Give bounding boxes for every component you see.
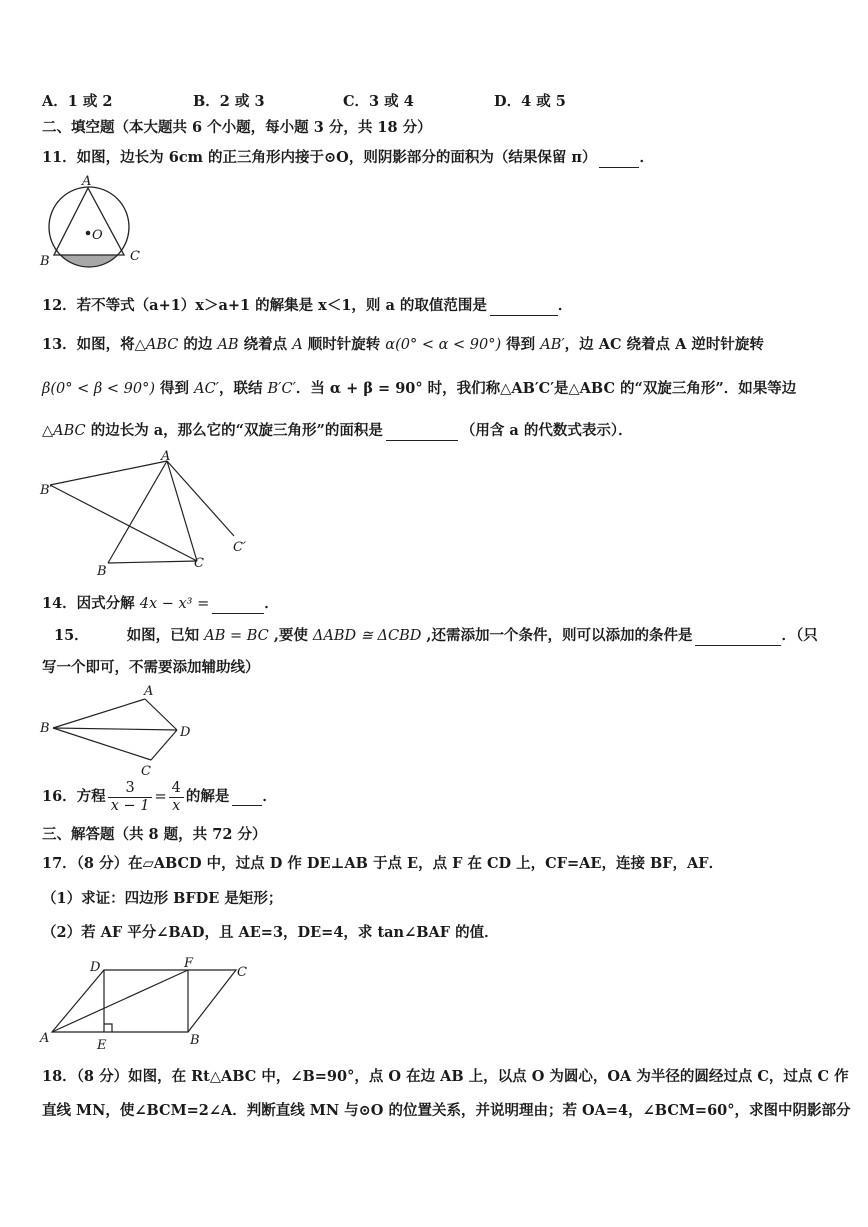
q15-math: AB = BC [204,628,269,644]
label-a: A [161,449,171,464]
fraction-numerator: 4 [169,780,184,798]
label-b: B [40,721,50,736]
q13-text: 13．如图，将△ [42,336,146,353]
option-d: D．4 或 5 [494,93,566,110]
question-12-text: 12．若不等式（a+1）x＞a+1 的解集是 x＜1，则 a 的取值范围是 [42,297,487,314]
q16-text: 的解是 [185,788,230,805]
question-11-end: ． [639,149,654,166]
q13-text: （用含 a 的代数式表示）． [460,422,633,439]
segment-ac-prime [167,461,234,536]
q13-math: △ABC [42,423,86,439]
figure-q17 [40,956,260,1056]
question-16 [42,778,277,818]
q13-math: AB [217,337,239,353]
fraction-denominator: x [172,797,181,814]
question-11 [42,148,654,168]
fraction-numerator: 3 [108,780,153,798]
segment-cd [151,730,177,760]
question-12 [42,296,572,316]
question-13-line-1 [42,335,764,355]
segment-ba [53,699,145,728]
answer-blank-13[interactable] [386,424,458,441]
segment-bd [53,728,177,730]
answer-blank-15[interactable] [695,629,781,646]
question-12-end: ． [557,297,573,314]
q13-math: β(0° < β < 90°) [42,381,155,397]
label-a: A [82,174,92,189]
question-14-end: ． [264,595,279,612]
q13-math: AC′ [194,381,219,397]
q13-text: 的边 [178,336,218,353]
answer-blank-14[interactable] [212,597,264,614]
figure-q13 [40,450,260,580]
question-15-line-1 [54,626,818,646]
center-point [86,231,91,236]
answer-blank-16[interactable] [232,789,262,806]
figure-q11 [40,176,150,268]
answer-blank-12[interactable] [490,299,558,316]
figure-q15 [40,684,200,780]
question-18-line-1: 18．（8 分）如图，在 Rt△ABC 中，∠B=90°，点 O 在边 AB 上，以点 O 为圆心，OA 为半径的圆经过点 C，过点 C 作 [42,1068,849,1085]
q13-math: AB′ [540,337,565,353]
segment-ab-prime [50,461,167,485]
question-16-end: ． [262,788,277,805]
q14-expression: 4x − x³ = [139,596,210,612]
question-17-part-2: （2）若 AF 平分∠BAD，且 AE=3，DE=4，求 tan∠BAF 的值． [42,924,499,941]
label-c: C [194,556,204,571]
q15-text: 如图，已知 [126,627,205,644]
label-b: B [40,254,50,269]
label-c: C [130,249,140,264]
segment-ac [167,461,197,561]
segment-ad [145,699,177,730]
question-15-line-2: 写一个即可，不需要添加辅助线） [42,659,260,676]
q16-text: 16．方程 [42,788,106,805]
label-d: D [180,725,191,740]
question-14-text: 14．因式分解 [42,595,140,612]
segment-b-prime-c [50,485,197,561]
label-b: B [190,1033,200,1048]
q13-math: ABC [145,337,179,353]
q15-number: 15． [54,627,89,644]
q15-text: ,还需添加一个条件，则可以添加的条件是 [421,627,693,644]
q15-text: ,要使 [268,627,313,644]
q13-math: A [292,337,303,353]
q13-text: 得到 [501,336,541,353]
segment-bc [108,561,197,563]
label-c: C [141,764,151,779]
option-b: B．2 或 3 [193,93,265,110]
segment-af [52,970,188,1032]
inscribed-triangle [54,188,124,255]
question-17: 17．（8 分）在▱ABCD 中，过点 D 作 DE⊥AB 于点 E，点 F 在 CD 上，CF=AE，连接 BF，AF． [42,855,724,872]
question-18-line-2: 直线 MN，使∠BCM=2∠A．判断直线 MN 与⊙O 的位置关系，并说明理由；若 OA=4，∠BCM=60°，求图中阴影部分 [42,1102,851,1119]
fraction-right [169,780,184,815]
q13-math: B′C′ [267,381,296,397]
parallelogram-abcd [52,970,236,1032]
q13-text: ，边 AC 绕着点 A 逆时针旋转 [564,336,764,353]
label-c-prime: C′ [233,540,246,555]
label-f: F [184,956,194,971]
label-a: A [144,684,154,699]
q13-text: 的边长为 a，那么它的“双旋三角形”的面积是 [85,422,383,439]
label-e: E [97,1038,107,1053]
q15-math: ΔABD ≅ ΔCBD [312,628,422,644]
question-11-text: 11．如图，边长为 6cm 的正三角形内接于⊙O，则阴影部分的面积为（结果保留 π） [42,149,597,166]
fraction-denominator: x − 1 [110,797,150,814]
q13-text: 得到 [155,380,195,397]
segment-bc [53,728,151,760]
fraction-left [108,780,153,815]
question-13-line-2 [42,379,796,399]
question-13-line-3 [42,421,633,441]
section-3-heading: 三、解答题（共 8 题，共 72 分） [42,826,267,843]
equals-sign: = [154,789,167,805]
label-o: O [92,228,103,243]
label-b: B [97,564,107,579]
option-c: C．3 或 4 [343,93,414,110]
right-angle-mark [104,1024,112,1032]
q13-text: 顺时针旋转 [302,336,386,353]
q13-text: ，联结 [218,380,268,397]
question-17-part-1: （1）求证：四边形 BFDE 是矩形； [42,890,283,907]
option-a: A．1 或 2 [42,93,113,110]
q15-text: ．（只 [781,627,818,644]
answer-blank-11[interactable] [599,151,639,168]
label-b-prime: B′ [40,483,53,498]
question-14 [42,594,279,614]
q13-text: ．当 α + β = 90° 时，我们称△AB′C′是△ABC 的“双旋三角形”．如果等边 [295,380,797,397]
q13-math: α(0° < α < 90°) [385,337,502,353]
segment-ab [108,461,167,563]
label-a: A [40,1031,50,1046]
label-c: C [237,965,247,980]
section-2-heading: 二、填空题（本大题共 6 个小题，每小题 3 分，共 18 分） [42,119,432,136]
label-d: D [90,960,101,975]
q13-text: 绕着点 [238,336,293,353]
shaded-segment [40,255,140,275]
